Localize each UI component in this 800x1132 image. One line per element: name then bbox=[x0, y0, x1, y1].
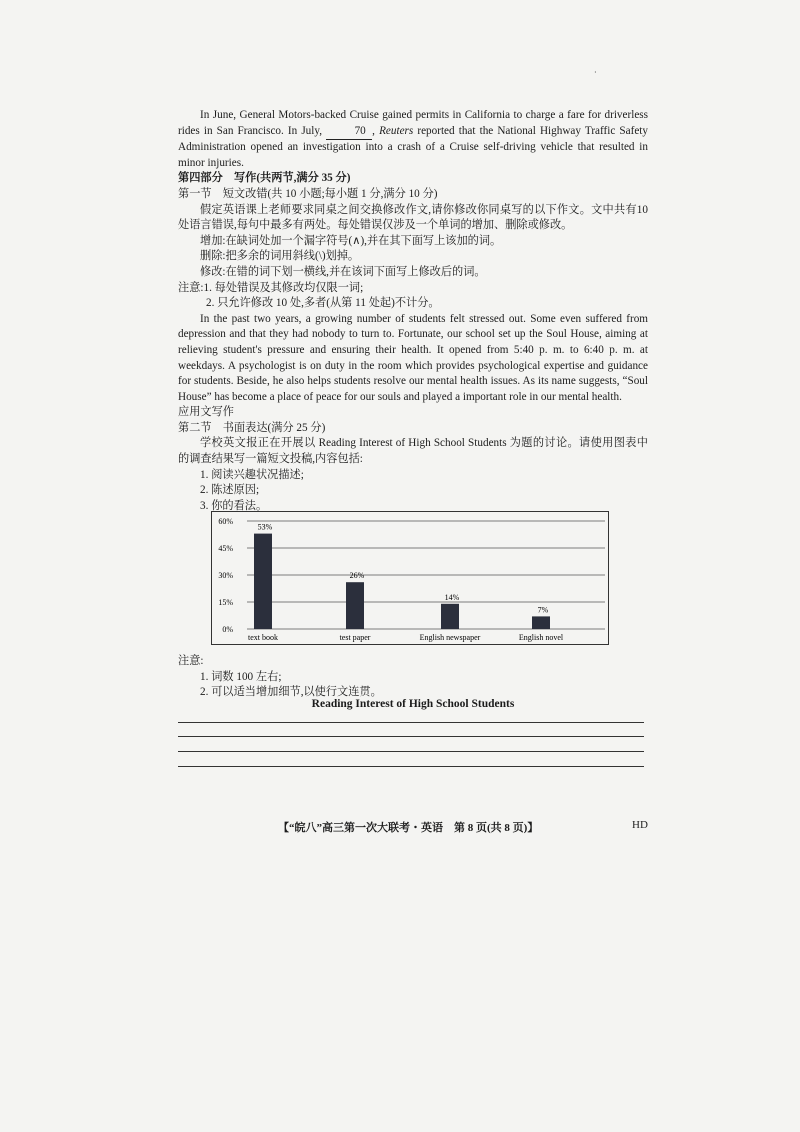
section2-heading: 第二节 书面表达(满分 25 分) bbox=[178, 421, 326, 434]
notes2-block bbox=[178, 654, 648, 701]
y-tick-label: 45% bbox=[218, 544, 233, 553]
passage-ending bbox=[178, 108, 648, 171]
category-label: English newspaper bbox=[419, 633, 481, 642]
passage-text-2: reported that the National Highway Traffic Safety Administration opened an investigation into a crash of a Cruise self-driving vehicle that resulted in minor injuries. bbox=[178, 124, 649, 169]
value-label: 7% bbox=[537, 605, 549, 615]
notes2-2: 2. 可以适当增加细节,以使行文连贯。 bbox=[200, 686, 382, 699]
section1-heading: 第一节 短文改错(共 10 小题;每小题 1 分,满分 10 分) bbox=[178, 187, 438, 200]
writing-task: 学校英文报正在开展以 Reading Interest of High School Students 为题的讨论。请使用图表中的调查结果写一篇短文投稿,内容包括: bbox=[178, 437, 648, 466]
category-label: English novel bbox=[518, 633, 564, 642]
part4-heading: 第四部分 写作(共两节,满分 35 分) bbox=[178, 172, 351, 185]
speck: · bbox=[594, 68, 597, 77]
bar-English-newspaper bbox=[441, 604, 459, 629]
reading-interest-chart bbox=[211, 511, 609, 645]
value-label: 14% bbox=[444, 592, 460, 602]
value-label: 26% bbox=[349, 571, 365, 581]
writing-line-3 bbox=[178, 751, 644, 752]
instruction-add: 增加:在缺词处加一个漏字符号(∧),并在其下面写上该加的词。 bbox=[200, 234, 502, 247]
category-label: text book bbox=[248, 633, 278, 642]
writing-line-1 bbox=[178, 722, 644, 723]
comma: , bbox=[372, 124, 380, 137]
notes-line-1 bbox=[178, 281, 648, 297]
y-tick-label: 30% bbox=[218, 571, 233, 580]
essay-title: Reading Interest of High School Students bbox=[311, 698, 515, 710]
instruction-1: 假定英语课上老师要求同桌之间交换修改作文,请你修改你同桌写的以下作文。文中共有10 处语言错误,每句中最多有两处。每处错误仅涉及一个单词的增加、删除或修改。 bbox=[178, 203, 648, 232]
error-correction-essay: In the past two years, a growing number of students felt stressed out. Some even suffered from depression and that they had nobody to turn to. Fortunate, our school set up the Soul House, aiming at relieving student's pressure and ensuring their health. It opened from 5:40 p. m. to 6:40 p. m. at weekdays. A psychologist is on duty in the room which provides psychological expertise and guidance for students. Beside, he also helps students resolve our mental health issues. As its name suggests, “Soul House” has become a place of peace for our souls and played a important role in our mental health. bbox=[178, 312, 648, 403]
bar-text-book bbox=[254, 534, 272, 629]
writing-line-2 bbox=[178, 736, 644, 737]
blank-70: 70 bbox=[326, 124, 372, 141]
writing-line-4 bbox=[178, 766, 644, 767]
y-tick-label: 15% bbox=[218, 598, 233, 607]
y-tick-label: 60% bbox=[218, 517, 233, 526]
instruction-modify: 修改:在错的词下划一横线,并在该词下面写上修改后的词。 bbox=[200, 265, 486, 278]
notes2-label: 注意: bbox=[178, 655, 204, 667]
exam-page-text bbox=[178, 108, 648, 514]
reuters-italic: Reuters bbox=[379, 124, 414, 137]
bar-test-paper bbox=[346, 582, 364, 629]
point-2: 2. 陈述原因; bbox=[200, 484, 260, 497]
passage-text-1: In June, General Motors-backed Cruise gained permits in California to charge a fare for driverless rides in San Francisco. In July, bbox=[178, 109, 648, 137]
point-3: 3. 你的看法。 bbox=[200, 499, 268, 512]
note-1: 1. 每处错误及其修改均仅限一词; bbox=[203, 281, 364, 294]
value-label: 53% bbox=[257, 522, 273, 532]
point-1: 1. 阅读兴趣状况描述; bbox=[200, 468, 304, 481]
instruction-delete: 删除:把多余的词用斜线(\)划掉。 bbox=[200, 250, 360, 263]
category-label: test paper bbox=[339, 633, 371, 642]
applied-writing-label: 应用文写作 bbox=[178, 406, 234, 419]
footer-code: HD bbox=[632, 819, 648, 831]
page-footer: 【“皖八”高三第一次大联考・英语 第 8 页(共 8 页)】 bbox=[278, 822, 539, 834]
y-tick-label: 0% bbox=[222, 625, 233, 634]
notes-label: 注意: bbox=[178, 281, 204, 294]
notes2-1: 1. 词数 100 左右; bbox=[200, 670, 282, 683]
bar-English-novel bbox=[532, 616, 550, 629]
note-2: 2. 只允许修改 10 处,多者(从第 11 处起)不计分。 bbox=[206, 297, 440, 310]
